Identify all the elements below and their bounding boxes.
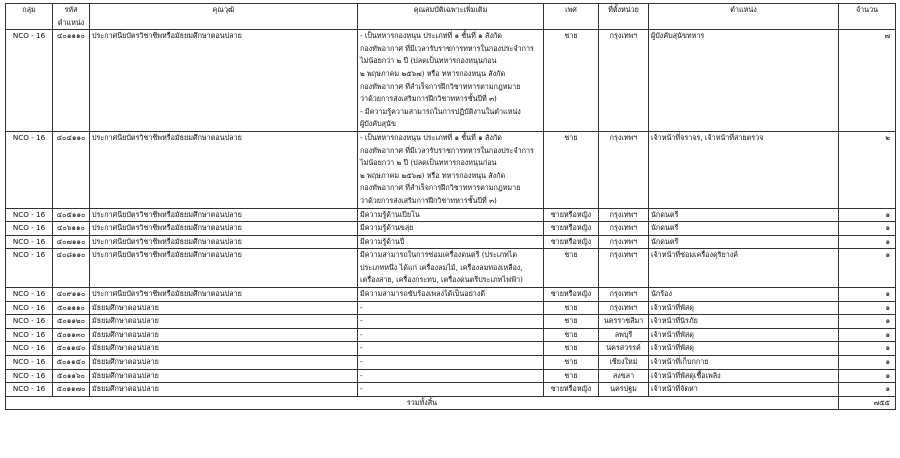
cell-group: NCO - 16 <box>6 235 53 249</box>
cell-qualification: ประกาศนียบัตรวิชาชีพหรือมัธยมศึกษาตอนปลาย <box>90 288 358 302</box>
cell-gender: ชาย <box>544 30 599 132</box>
cell-extra-qualification <box>358 369 544 383</box>
cell-position: เจ้าหน้าที่ซ่อมเครื่องดุริยางค์ <box>649 249 839 288</box>
cell-location: กรุงเทพฯ <box>599 30 649 132</box>
cell-location: นครสวรรค์ <box>599 342 649 356</box>
extra-line: - <box>360 384 363 394</box>
cell-gender: ชาย <box>544 249 599 288</box>
cell-extra-qualification <box>358 315 544 329</box>
table-row <box>6 315 896 329</box>
cell-count: ๑ <box>839 288 896 302</box>
cell-gender: ชายหรือหญิง <box>544 383 599 397</box>
cell-count: ๑ <box>839 383 896 397</box>
cell-code: ๕๐๑๑๗๐ <box>53 383 90 397</box>
cell-location: นครราชสีมา <box>599 315 649 329</box>
extra-line: - <box>360 316 363 326</box>
extra-line: - <box>360 343 363 353</box>
extra-line: - <box>360 302 363 312</box>
extra-line: - <box>360 357 363 367</box>
cell-position: นักดนตรี <box>649 222 839 236</box>
cell-count: ๑ <box>839 369 896 383</box>
cell-qualification: ประกาศนียบัตรวิชาชีพหรือมัธยมศึกษาตอนปลาย <box>90 235 358 249</box>
cell-position: เจ้าหน้าที่นิรภัย <box>649 315 839 329</box>
header-row <box>6 4 896 30</box>
cell-position: เจ้าหน้าที่พัสดุ <box>649 301 839 315</box>
cell-qualification: มัธยมศึกษาตอนปลาย <box>90 369 358 383</box>
cell-group: NCO - 16 <box>6 288 53 302</box>
cell-code: ๕๐๑๑๖๐ <box>53 369 90 383</box>
cell-position: นักดนตรี <box>649 235 839 249</box>
extra-line: ประเภทหนึ่ง ได้แก่ เครื่องลมไม้, เครื่องลมทองเหลือง, <box>360 262 523 272</box>
cell-group: NCO - 16 <box>6 249 53 288</box>
cell-qualification: ประกาศนียบัตรวิชาชีพหรือมัธยมศึกษาตอนปลาย <box>90 249 358 288</box>
cell-location: กรุงเทพฯ <box>599 249 649 288</box>
cell-qualification: มัธยมศึกษาตอนปลาย <box>90 342 358 356</box>
cell-group: NCO - 16 <box>6 342 53 356</box>
cell-code: ๕๐๑๑๑๐ <box>53 301 90 315</box>
cell-position: เจ้าหน้าที่พัสดุ <box>649 328 839 342</box>
cell-location: ลพบุรี <box>599 328 649 342</box>
header-extra-qualification: คุณสมบัติเฉพาะเพิ่มเติม <box>358 4 544 30</box>
cell-position: นักดนตรี <box>649 208 839 222</box>
extra-line: - <box>360 329 363 339</box>
cell-group: NCO - 16 <box>6 315 53 329</box>
cell-extra-qualification <box>358 131 544 208</box>
cell-gender: ชายหรือหญิง <box>544 208 599 222</box>
table-row <box>6 342 896 356</box>
cell-qualification: ประกาศนียบัตรวิชาชีพหรือมัธยมศึกษาตอนปลาย <box>90 208 358 222</box>
cell-location: กรุงเทพฯ <box>599 235 649 249</box>
extra-line: มีความรู้ด้านเปียโน <box>360 209 420 219</box>
extra-line: ว่าด้วยการส่งเสริมการฝึกวิชาทหารชั้นปีที่ ๓) <box>360 94 497 104</box>
cell-count: ๗ <box>839 30 896 132</box>
cell-extra-qualification <box>358 356 544 370</box>
extra-line: กองทัพอากาศ ที่มีเวลารับราชการทหารในกองประจำการ <box>360 43 534 53</box>
cell-code: ๕๐๑๑๔๐ <box>53 342 90 356</box>
table-row <box>6 301 896 315</box>
table-body <box>6 30 896 397</box>
cell-code: ๕๐๑๑๕๐ <box>53 356 90 370</box>
cell-code: ๔๐๗๑๑๐ <box>53 235 90 249</box>
cell-position: เจ้าหน้าที่พัสดุเชื้อเพลิง <box>649 369 839 383</box>
cell-qualification: ประกาศนียบัตรวิชาชีพหรือมัธยมศึกษาตอนปลาย <box>90 222 358 236</box>
extra-line: มีความสามารถขับร้องเพลงได้เป็นอย่างดี <box>360 289 485 299</box>
extra-line: กองทัพอากาศ ที่สำเร็จการฝึกวิชาทหารตามกฎหมาย <box>360 81 521 91</box>
table-row <box>6 288 896 302</box>
cell-code: ๔๐๖๑๑๐ <box>53 222 90 236</box>
cell-extra-qualification <box>358 342 544 356</box>
cell-extra-qualification <box>358 208 544 222</box>
header-code: รหัสตำแหน่ง <box>53 4 90 30</box>
cell-count: ๑ <box>839 249 896 288</box>
table-row <box>6 383 896 397</box>
table-row <box>6 328 896 342</box>
cell-gender: ชายหรือหญิง <box>544 288 599 302</box>
cell-extra-qualification <box>358 30 544 132</box>
cell-gender: ชายหรือหญิง <box>544 222 599 236</box>
cell-group: NCO - 16 <box>6 356 53 370</box>
cell-count: ๑ <box>839 328 896 342</box>
cell-qualification: มัธยมศึกษาตอนปลาย <box>90 383 358 397</box>
cell-qualification: มัธยมศึกษาตอนปลาย <box>90 315 358 329</box>
cell-group: NCO - 16 <box>6 222 53 236</box>
cell-group: NCO - 16 <box>6 208 53 222</box>
extra-line: กองทัพอากาศ ที่สำเร็จการฝึกวิชาทหารตามกฎหมาย <box>360 183 521 193</box>
cell-gender: ชาย <box>544 369 599 383</box>
table-row <box>6 356 896 370</box>
cell-code: ๕๐๑๑๓๐ <box>53 328 90 342</box>
cell-group: NCO - 16 <box>6 301 53 315</box>
total-row <box>6 396 896 410</box>
cell-count: ๑ <box>839 342 896 356</box>
cell-extra-qualification <box>358 301 544 315</box>
extra-line: - เป็นทหารกองหนุน ประเภทที่ ๑ ชั้นที่ ๑ สังกัด <box>360 132 502 142</box>
cell-position: นักร้อง <box>649 288 839 302</box>
cell-gender: ชาย <box>544 315 599 329</box>
recruitment-table <box>5 3 896 410</box>
cell-count: ๑ <box>839 315 896 329</box>
cell-group: NCO - 16 <box>6 131 53 208</box>
cell-gender: ชาย <box>544 328 599 342</box>
header-position: ตำแหน่ง <box>649 4 839 30</box>
extra-line: เครื่องสาย, เครื่องกระทบ, เครื่องดนตรีประเภทไฟฟ้า) <box>360 275 523 285</box>
cell-position: ผู้บังคับสุนัขทหาร <box>649 30 839 132</box>
cell-location: เชียงใหม่ <box>599 356 649 370</box>
cell-gender: ชายหรือหญิง <box>544 235 599 249</box>
total-value: ๗๕๕ <box>839 396 896 410</box>
cell-location: กรุงเทพฯ <box>599 208 649 222</box>
cell-location: สงขลา <box>599 369 649 383</box>
cell-group: NCO - 16 <box>6 328 53 342</box>
cell-count: ๑ <box>839 235 896 249</box>
cell-count: ๒ <box>839 131 896 208</box>
cell-code: ๔๐๙๑๑๐ <box>53 288 90 302</box>
extra-line: ว่าด้วยการส่งเสริมการฝึกวิชาทหารชั้นปีที่ ๓) <box>360 195 497 205</box>
header-gender: เพศ <box>544 4 599 30</box>
cell-code: ๕๐๑๑๒๐ <box>53 315 90 329</box>
cell-position: เจ้าหน้าที่จราจร, เจ้าหน้าที่สายตรวจ <box>649 131 839 208</box>
cell-location: นครปฐม <box>599 383 649 397</box>
cell-code: ๔๐๕๑๑๐ <box>53 208 90 222</box>
cell-gender: ชาย <box>544 356 599 370</box>
table-row <box>6 131 896 208</box>
cell-extra-qualification <box>358 249 544 288</box>
cell-group: NCO - 16 <box>6 30 53 132</box>
extra-line: มีความรู้ด้านขลุ่ย <box>360 223 414 233</box>
extra-line: ผู้บังคับสุนัข <box>360 119 396 129</box>
table-row <box>6 222 896 236</box>
extra-line: มีความรู้ด้านปี่ <box>360 236 405 246</box>
cell-location: กรุงเทพฯ <box>599 288 649 302</box>
extra-line: มีความสามารถในการซ่อมเครื่องดนตรี (ประเภทได <box>360 250 518 260</box>
table-row <box>6 208 896 222</box>
cell-qualification: ประกาศนียบัตรวิชาชีพหรือมัธยมศึกษาตอนปลาย <box>90 131 358 208</box>
header-location: ที่ตั้งหน่วย <box>599 4 649 30</box>
cell-group: NCO - 16 <box>6 383 53 397</box>
total-label: รวมทั้งสิ้น <box>6 396 839 410</box>
cell-count: ๑ <box>839 208 896 222</box>
cell-count: ๑ <box>839 301 896 315</box>
extra-line: - มีความรู้ความสามารถในการปฏิบัติงานในตำแหน่ง <box>360 106 521 116</box>
cell-qualification: มัธยมศึกษาตอนปลาย <box>90 301 358 315</box>
header-count: จำนวน <box>839 4 896 30</box>
recruitment-table-container <box>5 3 895 410</box>
cell-location: กรุงเทพฯ <box>599 222 649 236</box>
cell-gender: ชาย <box>544 131 599 208</box>
table-row <box>6 369 896 383</box>
cell-position: เจ้าหน้าที่เก็บกกาย <box>649 356 839 370</box>
cell-extra-qualification <box>358 222 544 236</box>
cell-count: ๑ <box>839 356 896 370</box>
cell-count: ๑ <box>839 222 896 236</box>
extra-line: ๒ พฤษภาคม ๒๕๖๗) หรือ ทหารกองหนุน สังกัด <box>360 170 506 180</box>
header-qualification: คุณวุฒิ <box>90 4 358 30</box>
cell-extra-qualification <box>358 383 544 397</box>
extra-line: ไม่น้อยกว่า ๒ ปี (ปลดเป็นทหารกองหนุนก่อน <box>360 158 497 168</box>
cell-location: กรุงเทพฯ <box>599 301 649 315</box>
cell-extra-qualification <box>358 328 544 342</box>
header-group: กลุ่ม <box>6 4 53 30</box>
cell-location: กรุงเทพฯ <box>599 131 649 208</box>
extra-line: ๒ พฤษภาคม ๒๕๖๗) หรือ ทหารกองหนุน สังกัด <box>360 68 506 78</box>
cell-qualification: มัธยมศึกษาตอนปลาย <box>90 328 358 342</box>
cell-qualification: มัธยมศึกษาตอนปลาย <box>90 356 358 370</box>
cell-gender: ชาย <box>544 301 599 315</box>
table-row <box>6 235 896 249</box>
cell-gender: ชาย <box>544 342 599 356</box>
cell-extra-qualification <box>358 288 544 302</box>
cell-code: ๔๐๘๑๑๐ <box>53 249 90 288</box>
extra-line: กองทัพอากาศ ที่มีเวลารับราชการทหารในกองประจำการ <box>360 145 534 155</box>
table-row <box>6 30 896 132</box>
table-row <box>6 249 896 288</box>
cell-qualification: ประกาศนียบัตรวิชาชีพหรือมัธยมศึกษาตอนปลาย <box>90 30 358 132</box>
cell-position: เจ้าหน้าที่จัดหา <box>649 383 839 397</box>
cell-position: เจ้าหน้าที่พัสดุ <box>649 342 839 356</box>
cell-code: ๔๐๔๑๑๐ <box>53 131 90 208</box>
extra-line: - <box>360 370 363 380</box>
cell-group: NCO - 16 <box>6 369 53 383</box>
extra-line: ไม่น้อยกว่า ๒ ปี (ปลดเป็นทหารกองหนุนก่อน <box>360 56 497 66</box>
extra-line: - เป็นทหารกองหนุน ประเภทที่ ๑ ชั้นที่ ๑ สังกัด <box>360 31 502 41</box>
cell-extra-qualification <box>358 235 544 249</box>
cell-code: ๔๐๑๑๑๐ <box>53 30 90 132</box>
